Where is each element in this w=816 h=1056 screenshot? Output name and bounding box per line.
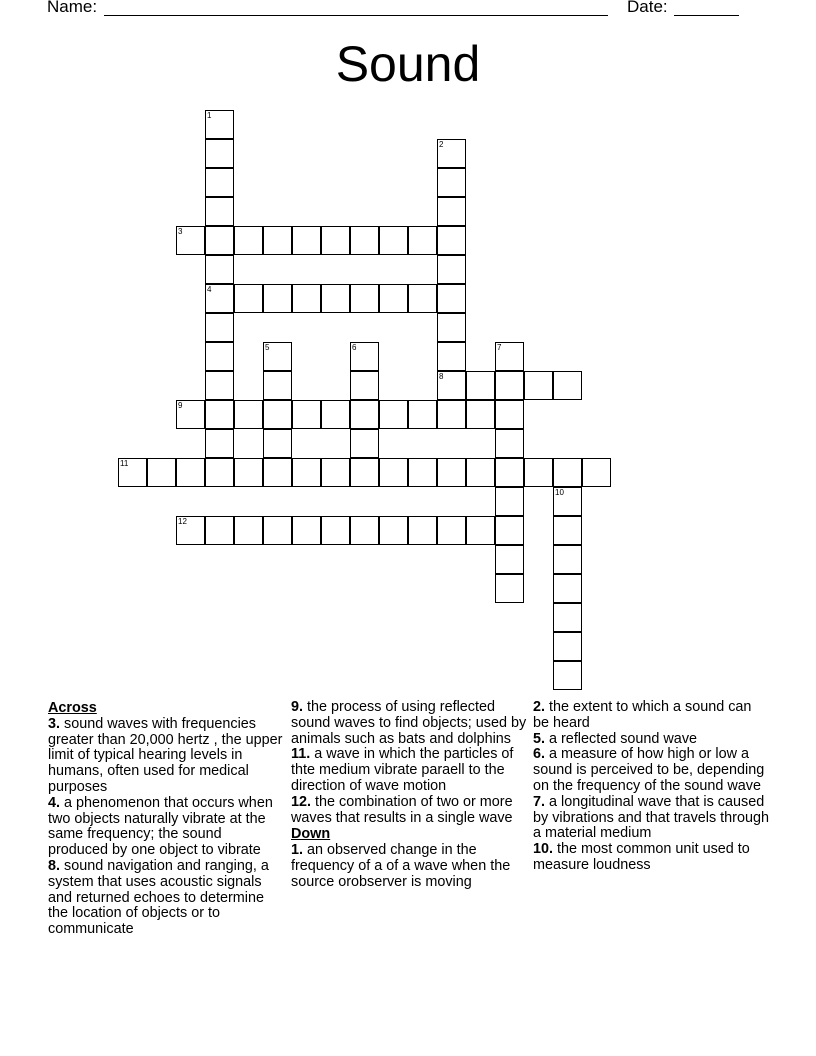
- grid-cell[interactable]: [176, 516, 205, 545]
- grid-cell[interactable]: [205, 110, 234, 139]
- clue-across-3: [48, 717, 284, 796]
- grid-cell[interactable]: [350, 284, 379, 313]
- grid-cell[interactable]: [205, 139, 234, 168]
- clue-down-5: [533, 732, 769, 748]
- grid-cell[interactable]: [379, 516, 408, 545]
- grid-cell[interactable]: [205, 400, 234, 429]
- grid-cell[interactable]: [263, 342, 292, 371]
- grid-cell[interactable]: [205, 342, 234, 371]
- grid-cell[interactable]: [466, 371, 495, 400]
- grid-cell[interactable]: [466, 516, 495, 545]
- grid-cell[interactable]: [553, 603, 582, 632]
- grid-cell[interactable]: [553, 516, 582, 545]
- clue-number: 4.: [48, 794, 61, 811]
- grid-cell[interactable]: [408, 284, 437, 313]
- grid-cell[interactable]: [321, 516, 350, 545]
- grid-cell[interactable]: [350, 458, 379, 487]
- grid-cell[interactable]: [321, 284, 350, 313]
- grid-cell[interactable]: [495, 342, 524, 371]
- clue-number: 2.: [533, 699, 546, 715]
- grid-cell[interactable]: [350, 342, 379, 371]
- cell-number: 4: [207, 285, 212, 294]
- grid-cell[interactable]: [437, 313, 466, 342]
- grid-cell[interactable]: [234, 284, 263, 313]
- clue-text: the combination of two or more waves that results in a single wave: [291, 793, 513, 826]
- cell-number: 12: [178, 517, 187, 526]
- grid-cell[interactable]: [205, 255, 234, 284]
- cell-number: 10: [555, 488, 564, 497]
- grid-cell[interactable]: [350, 400, 379, 429]
- grid-cell[interactable]: [553, 487, 582, 516]
- grid-cell[interactable]: [205, 516, 234, 545]
- cell-number: 8: [439, 372, 444, 381]
- grid-cell[interactable]: [553, 661, 582, 690]
- grid-cell[interactable]: [379, 458, 408, 487]
- cell-number: 3: [178, 227, 183, 236]
- clue-text: an observed change in the frequency of a of a wave when the source orobserver is moving: [291, 842, 511, 890]
- grid-cell[interactable]: [350, 371, 379, 400]
- grid-cell[interactable]: [118, 458, 147, 487]
- cell-number: 9: [178, 401, 183, 410]
- grid-cell[interactable]: [495, 400, 524, 429]
- grid-cell[interactable]: [292, 516, 321, 545]
- grid-cell[interactable]: [263, 516, 292, 545]
- grid-cell[interactable]: [234, 400, 263, 429]
- puzzle-title: Sound: [335, 36, 481, 92]
- clue-text: sound navigation and ranging, a system that uses acoustic signals and returned echoes to determine the location of objects or to communicate: [48, 857, 269, 938]
- grid-cell[interactable]: [292, 400, 321, 429]
- clue-across-12: [291, 795, 527, 827]
- name-label: Name:: [47, 0, 98, 16]
- grid-cell[interactable]: [292, 226, 321, 255]
- grid-cell[interactable]: [321, 458, 350, 487]
- clue-down-6: [533, 747, 769, 794]
- clue-across-11: [291, 747, 527, 794]
- grid-cell[interactable]: [582, 458, 611, 487]
- grid-cell[interactable]: [263, 458, 292, 487]
- grid-cell[interactable]: [234, 458, 263, 487]
- grid-cell[interactable]: [350, 226, 379, 255]
- grid-cell[interactable]: [205, 313, 234, 342]
- clue-number: 8.: [48, 857, 61, 874]
- clue-text: the process of using reflected sound waves to find objects; used by animals such as bats and dolphins: [291, 699, 527, 747]
- clue-number: 5.: [533, 730, 546, 747]
- grid-cell[interactable]: [466, 458, 495, 487]
- grid-cell[interactable]: [524, 458, 553, 487]
- clue-down-10: [533, 842, 769, 874]
- clue-text: a wave in which the particles of thte medium vibrate paraell to the direction of wave motion: [291, 746, 514, 794]
- grid-cell[interactable]: [553, 545, 582, 574]
- grid-cell[interactable]: [437, 197, 466, 226]
- grid-cell[interactable]: [292, 458, 321, 487]
- grid-cell[interactable]: [321, 226, 350, 255]
- grid-cell[interactable]: [495, 371, 524, 400]
- clue-text: a phenomenon that occurs when two objects naturally vibrate at the same frequency; the sound produced by one object to vibrate: [48, 794, 273, 859]
- grid-cell[interactable]: [495, 574, 524, 603]
- clue-text: the most common unit used to measure loudness: [533, 841, 750, 873]
- clue-number: 1.: [291, 842, 304, 859]
- grid-cell[interactable]: [234, 516, 263, 545]
- grid-cell[interactable]: [176, 458, 205, 487]
- grid-cell[interactable]: [495, 545, 524, 574]
- grid-cell[interactable]: [379, 400, 408, 429]
- date-label: Date:: [627, 0, 668, 16]
- clue-text: a longitudinal wave that is caused by vibrations and that travels through a material medium: [533, 793, 769, 842]
- clue-down-1: [291, 843, 527, 890]
- clues-column-3: [533, 700, 769, 874]
- clue-number: 7.: [533, 793, 546, 810]
- grid-cell[interactable]: [553, 371, 582, 400]
- grid-cell[interactable]: [205, 458, 234, 487]
- grid-cell[interactable]: [553, 458, 582, 487]
- grid-cell[interactable]: [176, 226, 205, 255]
- clues-column-1: [48, 700, 284, 938]
- clue-text: a reflected sound wave: [549, 730, 698, 747]
- cell-number: 2: [439, 140, 444, 149]
- grid-cell[interactable]: [437, 400, 466, 429]
- grid-cell[interactable]: [437, 371, 466, 400]
- grid-cell[interactable]: [205, 429, 234, 458]
- cell-number: 6: [352, 343, 357, 352]
- grid-cell[interactable]: [350, 516, 379, 545]
- grid-cell[interactable]: [437, 139, 466, 168]
- grid-cell[interactable]: [205, 226, 234, 255]
- grid-cell[interactable]: [495, 516, 524, 545]
- cell-number: 5: [265, 343, 270, 352]
- cell-number: 7: [497, 343, 502, 352]
- clue-number: 10.: [533, 841, 554, 858]
- grid-cell[interactable]: [205, 197, 234, 226]
- clues-column-2: [291, 700, 527, 891]
- grid-cell[interactable]: [234, 226, 263, 255]
- clue-number: 12.: [291, 793, 312, 810]
- grid-cell[interactable]: [205, 371, 234, 400]
- grid-cell[interactable]: [437, 226, 466, 255]
- grid-cell[interactable]: [147, 458, 176, 487]
- grid-cell[interactable]: [263, 284, 292, 313]
- clue-number: 6.: [533, 746, 546, 763]
- grid-cell[interactable]: [350, 429, 379, 458]
- grid-cell[interactable]: [437, 342, 466, 371]
- clue-number: 9.: [291, 699, 304, 715]
- grid-cell[interactable]: [263, 429, 292, 458]
- clue-text: sound waves with frequencies greater than 20,000 hertz , the upper limit of typical hearing levels in humans, often used for medical purposes: [48, 715, 283, 795]
- clue-down-7: [533, 795, 769, 842]
- grid-cell[interactable]: [205, 284, 234, 313]
- grid-cell[interactable]: [176, 400, 205, 429]
- down-heading: Down: [291, 826, 331, 843]
- grid-cell[interactable]: [205, 168, 234, 197]
- grid-cell[interactable]: [466, 400, 495, 429]
- grid-cell[interactable]: [437, 168, 466, 197]
- grid-cell[interactable]: [263, 400, 292, 429]
- clue-number: 3.: [48, 715, 61, 732]
- grid-cell[interactable]: [321, 400, 350, 429]
- clue-text: a measure of how high or low a sound is perceived to be, depending on the frequency of the sound wave: [533, 746, 765, 794]
- grid-cell[interactable]: [379, 284, 408, 313]
- grid-cell[interactable]: [437, 255, 466, 284]
- grid-cell[interactable]: [292, 284, 321, 313]
- grid-cell[interactable]: [437, 284, 466, 313]
- clue-down-2: [533, 700, 769, 732]
- cell-number: 11: [120, 459, 129, 468]
- grid-cell[interactable]: [495, 487, 524, 516]
- clue-across-9: [291, 700, 527, 747]
- grid-cell[interactable]: [263, 226, 292, 255]
- grid-cell[interactable]: [408, 400, 437, 429]
- grid-cell[interactable]: [408, 226, 437, 255]
- grid-cell[interactable]: [437, 516, 466, 545]
- grid-cell[interactable]: [495, 429, 524, 458]
- grid-cell[interactable]: [553, 574, 582, 603]
- clue-number: 11.: [291, 746, 311, 763]
- grid-cell[interactable]: [437, 458, 466, 487]
- across-heading: Across: [48, 700, 97, 716]
- grid-cell[interactable]: [553, 632, 582, 661]
- grid-cell[interactable]: [524, 371, 553, 400]
- clue-across-4: [48, 796, 284, 859]
- grid-cell[interactable]: [263, 371, 292, 400]
- clue-across-8: [48, 859, 284, 938]
- grid-cell[interactable]: [408, 458, 437, 487]
- grid-cell[interactable]: [495, 458, 524, 487]
- clue-text: the extent to which a sound can be heard: [533, 699, 752, 731]
- cell-number: 1: [207, 111, 212, 120]
- grid-cell[interactable]: [408, 516, 437, 545]
- grid-cell[interactable]: [379, 226, 408, 255]
